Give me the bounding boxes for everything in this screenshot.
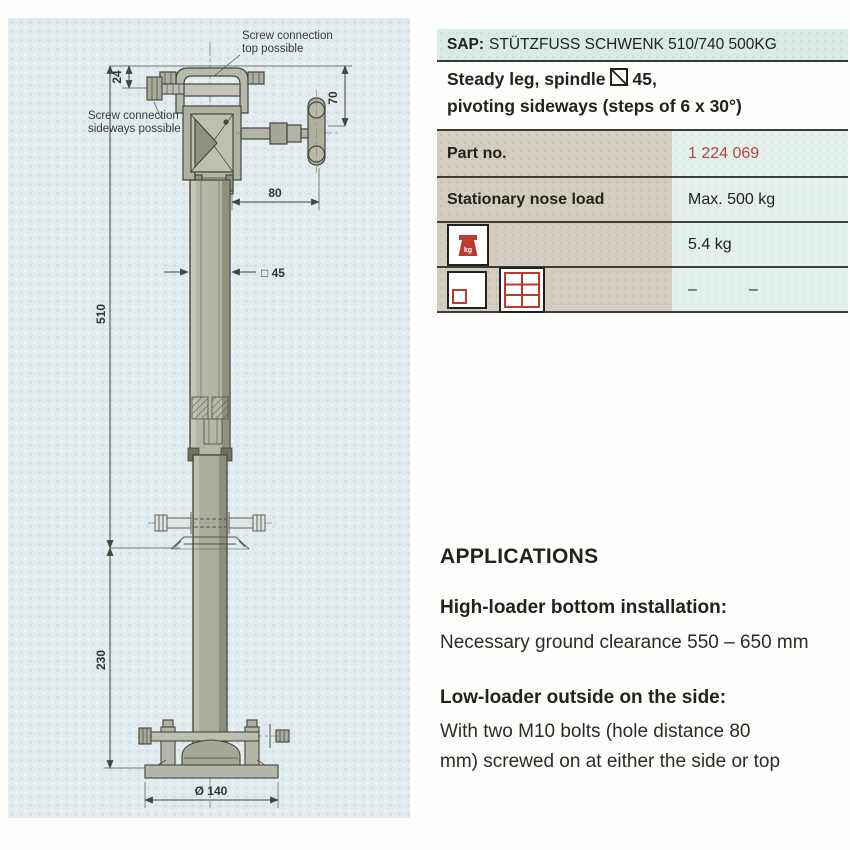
dim-70: 70 [326,91,340,105]
weight-icon-text: kg [463,246,473,254]
low-loader-body-line1: With two M10 bolts (hole distance 80 [440,721,751,742]
annotation-side-line1: Screw connection [88,110,179,122]
technical-drawing-panel [8,18,410,818]
square-section-icon [610,68,628,86]
divider [437,60,848,62]
dim-24: 24 [110,70,124,84]
crank-handle [236,90,338,173]
weight-value: 5.4 kg [672,223,848,266]
nose-load-label: Stationary nose load [437,178,672,221]
dim-230: 230 [94,649,108,671]
table-row-part-no [437,131,848,178]
outer-tube [190,180,230,455]
table-row-nose-load [437,178,848,223]
part-no-value: 1 224 069 [688,144,760,162]
packaging-value-a: – [688,280,697,298]
dim-diameter-140: Ø 140 [194,784,228,798]
high-loader-body: Necessary ground clearance 550 – 650 mm [440,632,809,653]
carton-icon [447,271,487,309]
sap-header-bar [437,29,848,60]
subtitle-line1 [447,66,742,93]
subtitle-line2: pivoting sideways (steps of 6 x 30°) [447,96,742,116]
spec-table [437,131,848,313]
weight-kg-icon [447,224,489,266]
steady-leg-drawing [8,18,410,818]
low-loader-body-line2: mm) screwed on at either the side or top [440,751,781,772]
table-row-weight [437,223,848,268]
sap-label: SAP: [447,36,485,53]
product-subtitle [447,66,742,120]
subtitle-line1-post: 45, [632,69,657,89]
dim-510: 510 [94,303,108,325]
low-loader-title: Low-loader outside on the side: [440,687,727,708]
dim-80: 80 [268,186,282,200]
annotation-top-line2: top possible [242,43,304,55]
part-no-label: Part no. [437,131,672,176]
low-loader-body [440,717,780,777]
annotation-top-line1: Screw connection [242,30,333,42]
applications-heading: APPLICATIONS [440,545,599,568]
table-row-packaging [437,268,848,313]
nose-load-value: Max. 500 kg [672,178,848,221]
packaging-value-b: – [748,280,758,298]
sap-title: STÜTZFUSS SCHWENK 510/740 500KG [489,36,777,53]
subtitle-line1-pre: Steady leg, spindle [447,69,606,89]
inner-tube [188,448,232,745]
high-loader-title: High-loader bottom installation: [440,597,728,618]
annotation-side-line2: sideways possible [88,123,181,135]
pallet-grid-icon [499,267,545,313]
dim-square-45: □ 45 [261,266,285,280]
